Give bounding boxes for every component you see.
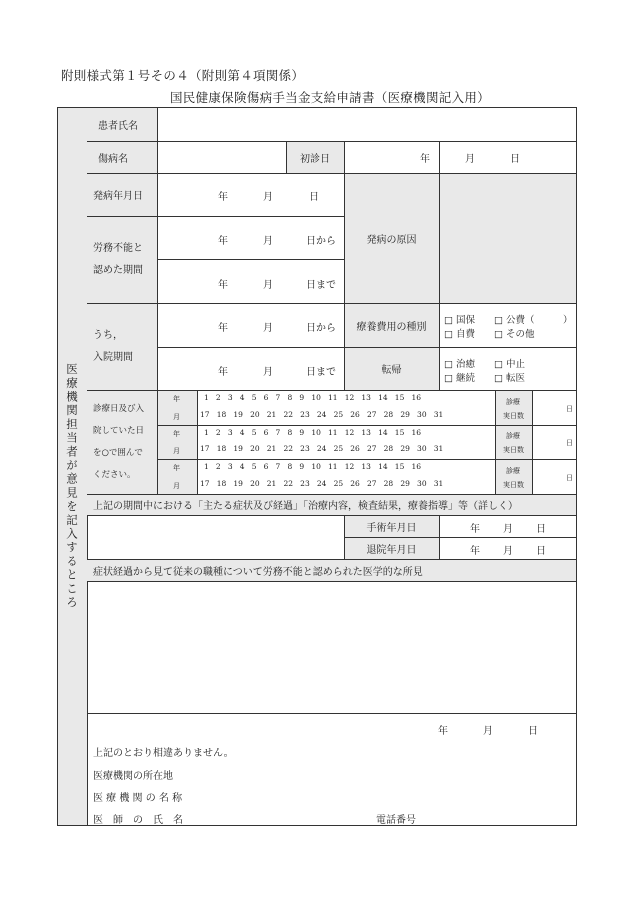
cal2-month: 月 [173, 447, 180, 455]
discharge-day: 日 [536, 546, 546, 557]
cal2-year: 年 [173, 430, 180, 438]
incapacity-from-day: 日から [306, 236, 336, 247]
cal2-days-label-2: 実日数 [503, 446, 524, 454]
cal1-month: 月 [173, 413, 180, 421]
hospitalization-period-label: うち， 入院期間 [87, 303, 157, 390]
surgery-month: 月 [503, 524, 513, 535]
first-visit-day: 日 [510, 154, 520, 165]
cal1-days-label-1: 診療 [506, 398, 520, 406]
hosp-to-day: 日まで [306, 367, 336, 378]
cal1-day-unit: 日 [566, 405, 573, 413]
first-visit-field[interactable] [344, 141, 576, 173]
symptoms-header: 上記の期間中における「主たる症状及び経過」「治療内容，検査結果，療養指導」等（詳しく） [87, 494, 576, 515]
incapacity-to-day: 日まで [306, 280, 336, 291]
surgery-year: 年 [470, 524, 480, 535]
disease-name-field[interactable] [157, 141, 286, 173]
hosp-to-month: 月 [263, 367, 273, 378]
incapacity-to-year: 年 [218, 280, 228, 291]
discharge-year: 年 [470, 546, 480, 557]
incapacity-from-year: 年 [218, 236, 228, 247]
outcome-label: 転帰 [344, 347, 439, 390]
cal2-days-1-16[interactable]: 1 2 3 4 5 6 7 8 9 10 11 12 13 14 15 16 [204, 428, 422, 437]
first-visit-month: 月 [465, 154, 475, 165]
doctor-name-label: 医 師 の 氏 名 [93, 815, 183, 826]
cal1-year: 年 [173, 395, 180, 403]
checkbox-kohi[interactable]: □ 公費（ ） [494, 315, 573, 326]
surgery-date-label: 手術年月日 [344, 515, 439, 537]
hosp-from-year: 年 [218, 323, 228, 334]
calendar-month-column [157, 390, 197, 494]
cal3-year: 年 [173, 464, 180, 472]
cal1-days-label-2: 実日数 [503, 412, 524, 420]
cal3-month: 月 [173, 482, 180, 490]
onset-date-label: 発病年月日 [87, 173, 157, 216]
cal2-days-label-1: 診療 [506, 432, 520, 440]
checkbox-chushi[interactable]: □ 中止 [494, 359, 525, 370]
onset-year: 年 [218, 192, 228, 203]
discharge-date-label: 退院年月日 [344, 537, 439, 559]
disease-name-label: 傷病名 [87, 141, 157, 173]
checkbox-ten-i[interactable]: □ 転医 [494, 373, 525, 384]
onset-day: 日 [309, 192, 319, 203]
patient-name-field[interactable] [157, 108, 576, 141]
signature-year: 年 [438, 726, 448, 737]
checkbox-sonota[interactable]: □ その他 [494, 329, 535, 340]
hosp-from-month: 月 [263, 323, 273, 334]
onset-month: 月 [263, 192, 273, 203]
incapacity-period-label: 労務不能と 認めた期間 [87, 216, 157, 303]
certify-text: 上記のとおり相違ありません。 [93, 748, 234, 759]
cal3-days-1-16[interactable]: 1 2 3 4 5 6 7 8 9 10 11 12 13 14 15 16 [204, 462, 422, 471]
form-title: 国民健康保険傷病手当金支給申請書（医療機関記入用） [169, 90, 490, 105]
checkbox-kokuho[interactable]: □ 国保 [444, 315, 475, 326]
hosp-to-year: 年 [218, 367, 228, 378]
cal2-days-17-31[interactable]: 17 18 19 20 21 22 23 24 25 26 27 28 29 30 31 [200, 444, 444, 453]
cost-type-label: 療養費用の種別 [344, 303, 439, 347]
side-column [58, 108, 88, 825]
cal2-day-unit: 日 [566, 439, 573, 447]
cause-field[interactable] [439, 173, 576, 303]
signature-day: 日 [528, 726, 538, 737]
surgery-day: 日 [536, 524, 546, 535]
exam-days-label: 診療日及び入 院していた日 を○で囲んで ください。 [87, 390, 157, 494]
application-form [57, 107, 577, 826]
cause-label: 発病の原因 [344, 173, 439, 303]
cal1-days-17-31[interactable]: 17 18 19 20 21 22 23 24 25 26 27 28 29 30 31 [200, 410, 444, 419]
cal3-days-17-31[interactable]: 17 18 19 20 21 22 23 24 25 26 27 28 29 30 31 [200, 479, 444, 488]
cal3-days-label-1: 診療 [506, 467, 520, 475]
signature-month: 月 [483, 726, 493, 737]
side-label: 医療機関担当者が意見を記入するところ [65, 363, 79, 610]
hosp-from-day: 日から [306, 323, 336, 334]
checkbox-keizoku[interactable]: □ 継続 [444, 373, 475, 384]
checkbox-jihi[interactable]: □ 自費 [444, 329, 475, 340]
discharge-month: 月 [503, 546, 513, 557]
incapacity-to-month: 月 [263, 280, 273, 291]
cal1-days-1-16[interactable]: 1 2 3 4 5 6 7 8 9 10 11 12 13 14 15 16 [204, 393, 422, 402]
first-visit-label: 初診日 [286, 141, 344, 173]
checkbox-chiyu[interactable]: □ 治癒 [444, 359, 475, 370]
facility-name-label: 医 療 機 関 の 名 称 [93, 793, 183, 804]
opinion-header: 症状経過から見て従来の職種について労務不能と認められた医学的な所見 [87, 559, 576, 581]
incapacity-from-month: 月 [263, 236, 273, 247]
first-visit-year: 年 [420, 154, 430, 165]
phone-label: 電話番号 [376, 815, 416, 826]
opinion-field[interactable] [87, 581, 576, 713]
cal3-day-unit: 日 [566, 474, 573, 482]
address-label: 医療機関の所在地 [93, 771, 173, 782]
patient-name-label: 患者氏名 [87, 108, 157, 141]
cal3-days-label-2: 実日数 [503, 481, 524, 489]
form-number: 附則様式第１号その４（附則第４項関係） [61, 68, 305, 83]
